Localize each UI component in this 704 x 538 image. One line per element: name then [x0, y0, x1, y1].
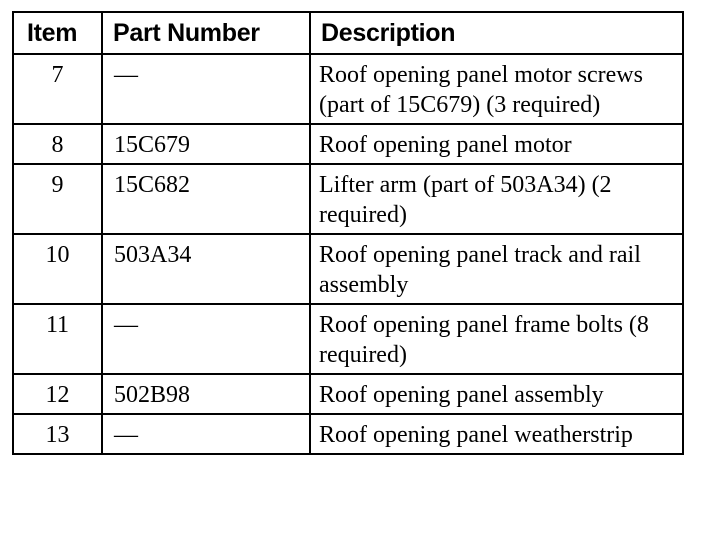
part-number-cell: 503A34 [102, 234, 310, 304]
description-cell: Lifter arm (part of 503A34) (2 required) [310, 164, 683, 234]
description-cell: Roof opening panel motor screws (part of 15C679) (3 required) [310, 54, 683, 124]
item-cell: 7 [13, 54, 102, 124]
part-number-cell: 15C682 [102, 164, 310, 234]
description-cell: Roof opening panel weatherstrip [310, 414, 683, 454]
item-cell: 13 [13, 414, 102, 454]
description-cell: Roof opening panel motor [310, 124, 683, 164]
table-row [13, 234, 683, 304]
table-row [13, 414, 683, 454]
table-row [13, 374, 683, 414]
part-number-cell: 502B98 [102, 374, 310, 414]
item-cell: 10 [13, 234, 102, 304]
parts-table [12, 11, 684, 455]
part-number-cell: — [102, 54, 310, 124]
part-number-cell: — [102, 304, 310, 374]
header-part-number: Part Number [102, 12, 310, 54]
description-cell: Roof opening panel track and rail assembly [310, 234, 683, 304]
item-cell: 9 [13, 164, 102, 234]
table-header-row [13, 12, 683, 54]
item-cell: 11 [13, 304, 102, 374]
table-row [13, 164, 683, 234]
table-row [13, 124, 683, 164]
table-row [13, 304, 683, 374]
table-row [13, 54, 683, 124]
header-description: Description [310, 12, 683, 54]
item-cell: 12 [13, 374, 102, 414]
part-number-cell: 15C679 [102, 124, 310, 164]
description-cell: Roof opening panel frame bolts (8 required) [310, 304, 683, 374]
description-cell: Roof opening panel assembly [310, 374, 683, 414]
part-number-cell: — [102, 414, 310, 454]
header-item: Item [13, 12, 102, 54]
item-cell: 8 [13, 124, 102, 164]
